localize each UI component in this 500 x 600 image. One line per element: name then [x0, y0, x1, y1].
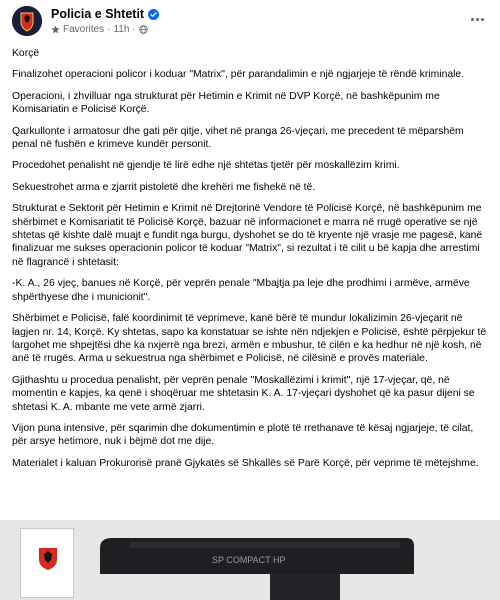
more-dots-icon — [476, 18, 479, 21]
post-paragraph: -K. A., 26 vjeç, banues në Korçë, për veprën penale "Mbajtja pa leje dhe prodhimi i armëve, armëve shpërthyese dhe i municionit". — [12, 278, 470, 303]
police-emblem-icon — [12, 6, 42, 36]
post-paragraph: Korçë — [12, 48, 40, 59]
globe-icon — [139, 25, 148, 34]
pistol-marking: SP COMPACT HP — [212, 555, 286, 565]
favorites-label: Favorites — [63, 24, 105, 35]
verified-check-icon — [148, 9, 159, 20]
post-photo[interactable] — [0, 520, 500, 600]
post-paragraph: Gjithashtu u procedua penalisht, për veprën penale "Moskallëzimi i krimit", një 17-vjeçar, që, në momentin e kapjes, ka qenë i shoqëruar me shtetasin K. A. 17-vjeçari dyshohet që ka pasur dijeni se shtetasi K. A. mbante me vete armë zjarri. — [12, 374, 475, 413]
post-paragraph: Materialet i kaluan Prokurorisë pranë Gjykatës së Shkallës së Parë Korçë, për veprime të mëtejshme. — [12, 457, 479, 469]
star-icon — [51, 25, 60, 34]
pistol-image — [90, 530, 420, 600]
post-paragraph: Procedohet penalisht në gjendje të lirë edhe një shtetas tjetër për moskallëzim krimi. — [12, 160, 400, 172]
post-paragraph: Finalizohet operacioni policor i koduar "Matrix", për parandalimin e një ngjarjeje të rëndë kriminale. — [12, 69, 465, 81]
page-avatar[interactable] — [12, 6, 42, 36]
post-paragraph: Qarkullonte i armatosur dhe gati për qitje, vihet në pranga 26-vjeçari, me precedent të mëparshëm penal në fushën e krimeve kundër personit. — [12, 125, 464, 151]
post-paragraph: Vijon puna intensive, për sqarimin dhe dokumentimin e plotë të rrethanave të kësaj ngjarjeje, të cilat, për arsye hetimore, nuk i bëjmë dot me dije. — [12, 422, 474, 448]
post-header — [0, 0, 500, 42]
police-emblem-icon — [38, 547, 58, 571]
page-name[interactable]: Policia e Shtetit — [51, 7, 145, 21]
page-name-row — [51, 7, 159, 21]
post-paragraph: Sekuestrohet arma e zjarrit pistoletë dhe krehëri me fishekë në të. — [12, 181, 316, 193]
more-options-button[interactable] — [464, 9, 490, 29]
post-paragraph: Shërbimet e Policisë, falë koordinimit të veprimeve, kanë bërë të mundur lokalizimin 26-vjeçarit në lagjen nr. 14, Korçë. Ky shtetas, sapo ka konstatuar se ishte nën ndjekjen e Policisë, është përpjekur të largohet me shpejtësi dhe ka nxjerrë nga brezi, armën e mbushur, të cilën e ka hedhur në një kosh, në anë të rrugës. Arma u sekuestrua nga shërbimet e Policisë, në cilësinë e provës materiale. — [12, 313, 487, 365]
more-dots-icon — [471, 18, 474, 21]
post-timestamp[interactable]: 11h — [113, 24, 130, 35]
evidence-card — [20, 528, 74, 598]
meta-separator: · — [132, 24, 136, 35]
post-paragraph: Strukturat e Sektorit për Hetimin e Krimit në Drejtorinë Vendore të Policisë Korçë, në bashkëpunim me shërbimet e Komisariatit të Policisë Korçë, bazuar në informacionet e marra në rrugë operative se një shtetas që kishte dalë muajt e fundit nga burgu, dyshohet se do të kryente një vrasje me pagesë, kanë finalizuar me sukses operacionin policor të koduar "Matrix", si rezultat i të cilit u bë kapja dhe arrestimi në flagrancë i shtetasit: — [12, 203, 483, 268]
post-text — [12, 47, 490, 478]
meta-separator: · — [107, 24, 111, 35]
post-meta — [51, 24, 148, 35]
post-paragraph: Operacioni, i zhvilluar nga strukturat për Hetimin e Krimit në DVP Korçë, në bashkëpunim me Komisariatin e Policisë Korçë. — [12, 90, 440, 116]
more-dots-icon — [481, 18, 484, 21]
